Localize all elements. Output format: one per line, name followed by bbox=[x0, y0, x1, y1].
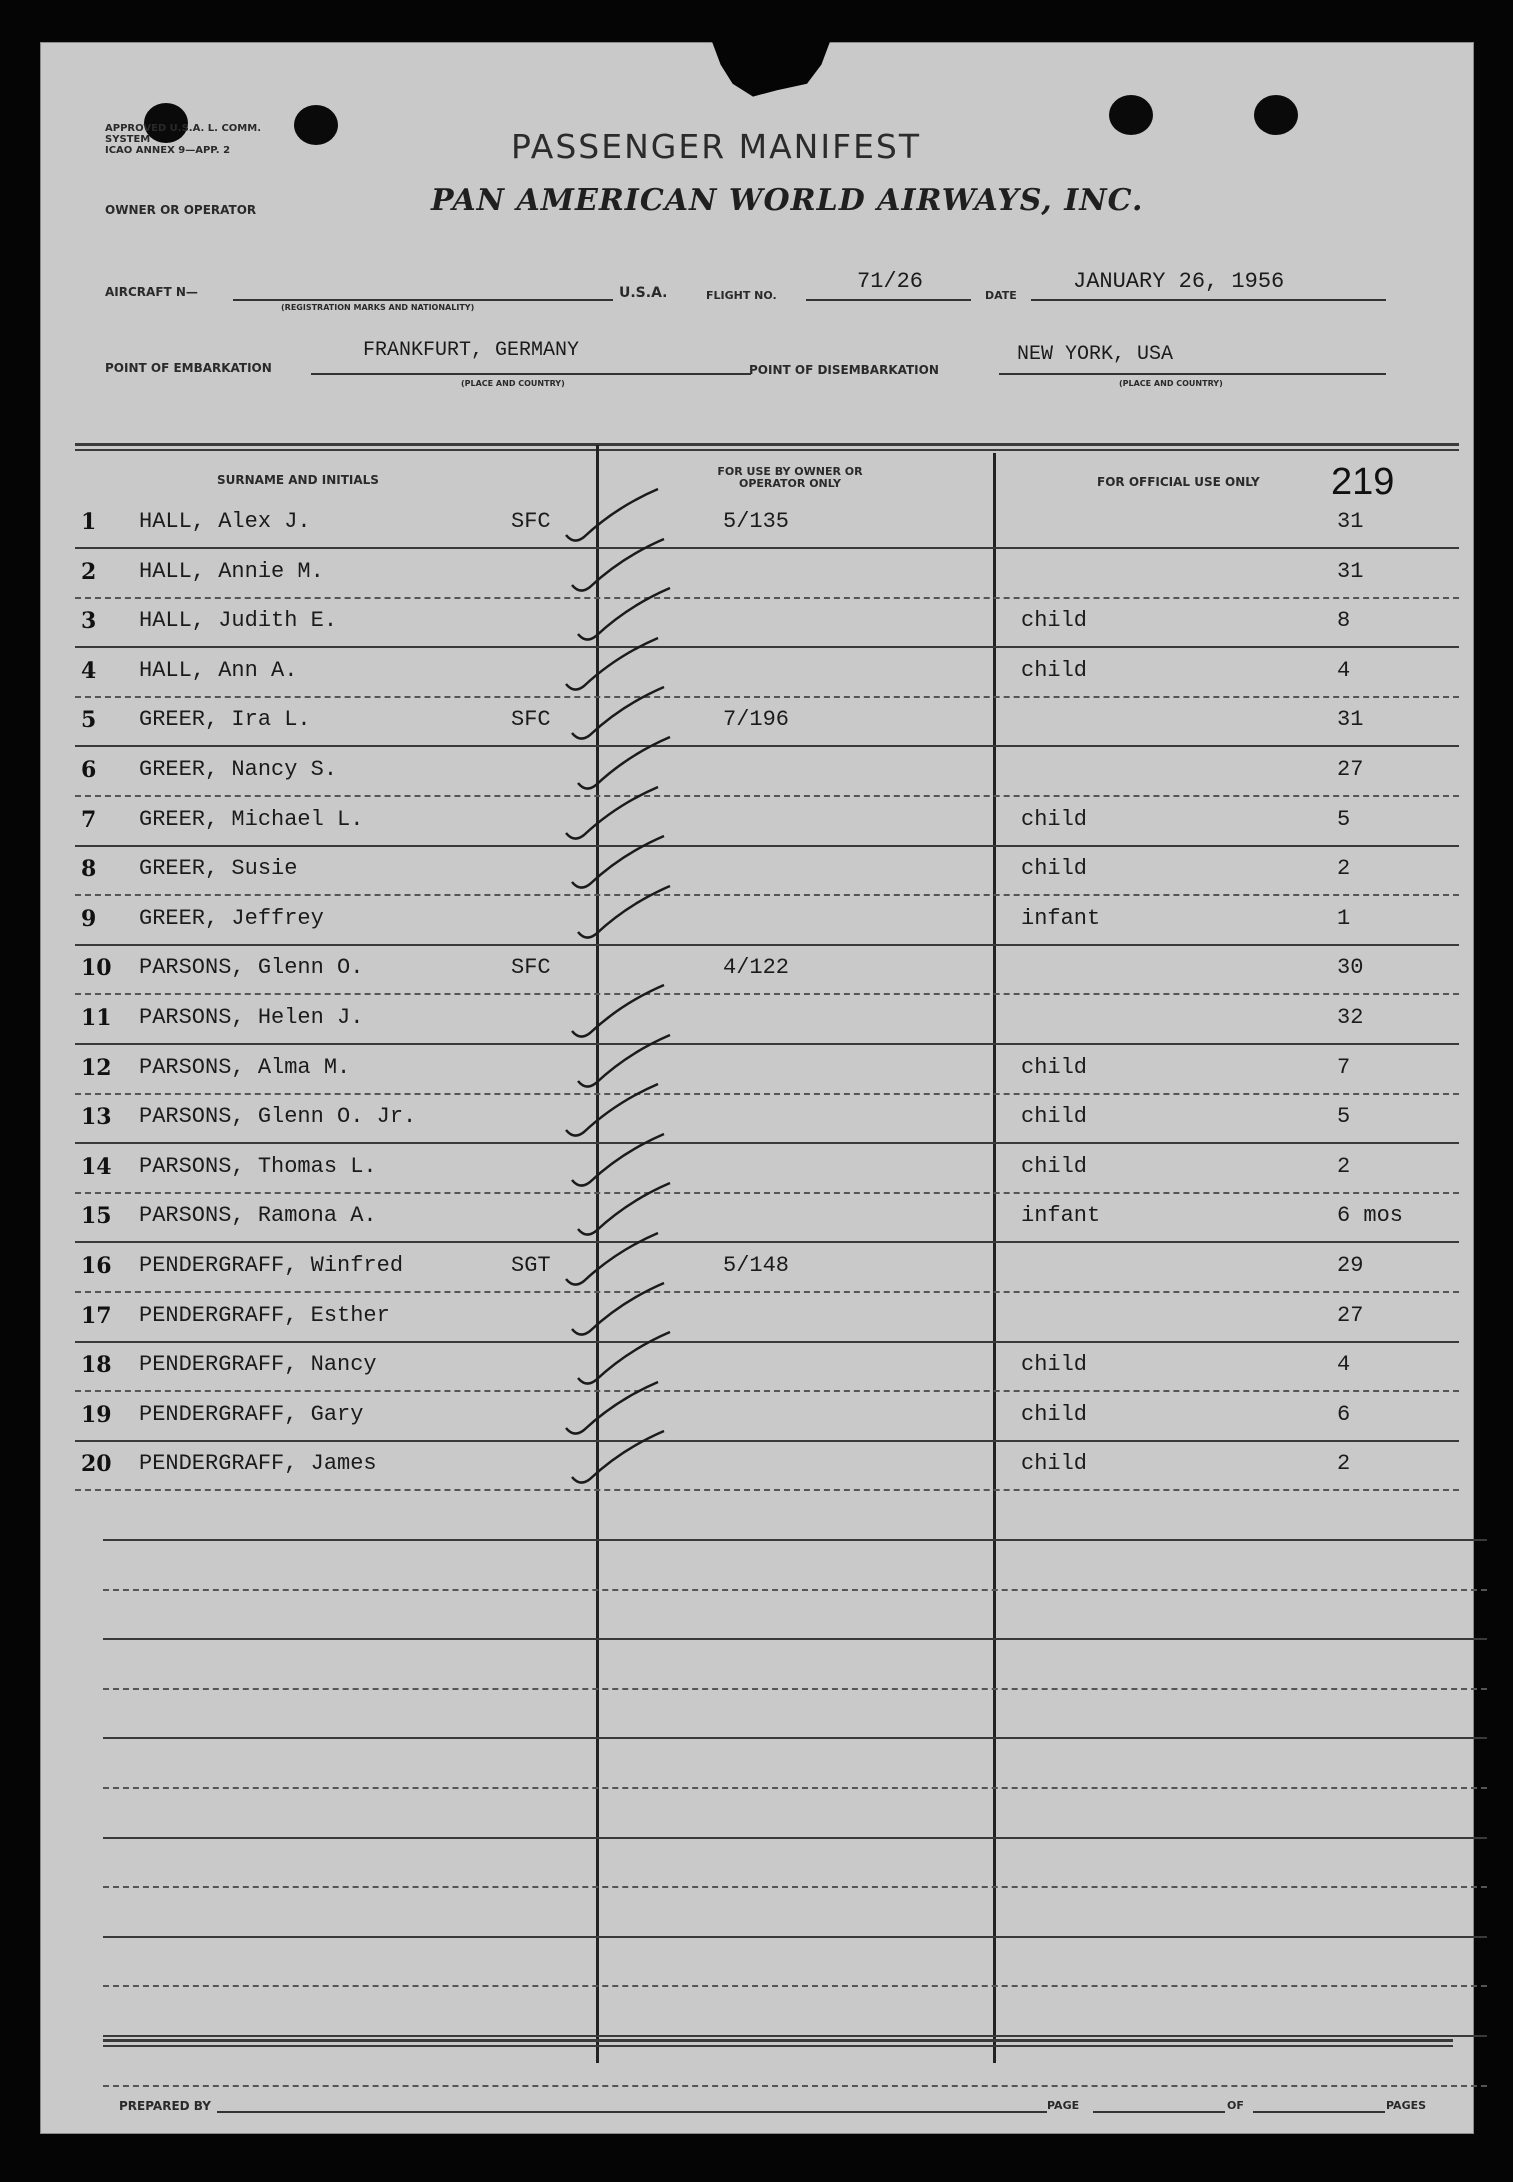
flight-date: JANUARY 26, 1956 bbox=[1073, 269, 1285, 294]
table-bottom-rule bbox=[103, 2045, 1453, 2047]
row-n: 17 bbox=[81, 1302, 112, 1329]
page-label: PAGE bbox=[1047, 2099, 1080, 2112]
row-rule bbox=[75, 1440, 1459, 1442]
row-name: PARSONS, Alma M. bbox=[139, 1054, 351, 1080]
disembark-label: POINT OF DISEMBARKATION bbox=[749, 363, 939, 377]
table-top-rule bbox=[75, 449, 1459, 451]
usa-label: U.S.A. bbox=[619, 285, 668, 301]
col-official: FOR OFFICIAL USE ONLY bbox=[1097, 475, 1260, 489]
row-name: PARSONS, Glenn O. Jr. bbox=[139, 1104, 417, 1130]
row-n: 9 bbox=[81, 905, 97, 932]
row-ref: 4/122 bbox=[723, 955, 790, 981]
row-n: 18 bbox=[81, 1352, 112, 1379]
row-n: 20 bbox=[81, 1451, 112, 1478]
row-n: 3 bbox=[81, 608, 97, 635]
row-name: PARSONS, Helen J. bbox=[139, 1005, 364, 1030]
row-rank: SFC bbox=[511, 707, 551, 733]
row-n: 14 bbox=[81, 1153, 112, 1180]
page-line bbox=[1093, 2111, 1225, 2113]
row-name: GREER, Michael L. bbox=[139, 806, 364, 832]
row-rule bbox=[75, 745, 1459, 747]
row-age: 31 bbox=[1337, 707, 1364, 733]
embark-value: FRANKFURT, GERMANY bbox=[363, 339, 580, 362]
row-rule bbox=[75, 993, 1459, 995]
row-n: 11 bbox=[81, 1005, 112, 1031]
row-name: HALL, Judith E. bbox=[139, 608, 338, 634]
date-label: DATE bbox=[985, 289, 1017, 302]
row-age: 5 bbox=[1337, 1104, 1351, 1130]
prepared-line bbox=[217, 2111, 1047, 2113]
of-line bbox=[1253, 2111, 1385, 2113]
place-note: (PLACE AND COUNTRY) bbox=[461, 379, 565, 388]
row-ref: 5/148 bbox=[723, 1253, 790, 1278]
row-rule bbox=[75, 894, 1459, 896]
operator-label: OWNER OR OPERATOR bbox=[105, 203, 257, 217]
row-name: GREER, Susie bbox=[139, 856, 298, 882]
flight-number: 71/26 bbox=[857, 269, 924, 294]
row-n: 2 bbox=[81, 558, 97, 585]
row-rank: SGT bbox=[511, 1253, 551, 1278]
row-name: HALL, Ann A. bbox=[139, 657, 298, 683]
row-rule bbox=[75, 1489, 1459, 1491]
manifest-sheet bbox=[40, 42, 1474, 2134]
registration-note: (REGISTRATION MARKS AND NATIONALITY) bbox=[281, 303, 475, 312]
row-name: PENDERGRAFF, Winfred bbox=[139, 1253, 404, 1278]
row-age: 6 bbox=[1337, 1401, 1351, 1427]
operator-name: PAN AMERICAN WORLD AIRWAYS, INC. bbox=[431, 183, 1144, 218]
row-rule bbox=[75, 1192, 1459, 1194]
row-age: 31 bbox=[1337, 558, 1364, 584]
paper-tear bbox=[711, 39, 831, 103]
place-note: (PLACE AND COUNTRY) bbox=[1119, 379, 1223, 388]
manifest-number: 219 bbox=[1331, 461, 1395, 503]
row-note: child bbox=[1021, 806, 1088, 832]
aircraft-label: AIRCRAFT N— bbox=[105, 285, 198, 299]
row-note: child bbox=[1021, 657, 1088, 683]
row-age: 27 bbox=[1337, 757, 1364, 782]
col-surname: SURNAME AND INITIALS bbox=[217, 473, 379, 487]
row-note: child bbox=[1021, 856, 1088, 882]
of-label: OF bbox=[1227, 2099, 1244, 2112]
row-age: 7 bbox=[1337, 1054, 1351, 1080]
row-note: child bbox=[1021, 1104, 1088, 1130]
row-rule bbox=[75, 1291, 1459, 1293]
row-name: GREER, Ira L. bbox=[139, 707, 311, 733]
checkmark-icon bbox=[552, 1429, 682, 1489]
row-n: 8 bbox=[81, 856, 97, 883]
row-name: PENDERGRAFF, Gary bbox=[139, 1401, 364, 1427]
col-owner: FOR USE BY OWNER OR OPERATOR ONLY bbox=[717, 465, 863, 490]
row-note: child bbox=[1021, 608, 1088, 634]
row-name: HALL, Annie M. bbox=[139, 558, 324, 584]
disembark-value: NEW YORK, USA bbox=[1017, 343, 1174, 366]
row-n: 1 bbox=[81, 509, 97, 535]
row-name: GREER, Jeffrey bbox=[139, 905, 324, 931]
page-title: PASSENGER MANIFEST bbox=[511, 127, 922, 166]
row-note: child bbox=[1021, 1451, 1088, 1477]
punch-hole bbox=[1254, 95, 1298, 135]
row-age: 5 bbox=[1337, 806, 1351, 832]
row-age: 30 bbox=[1337, 955, 1364, 981]
row-name: GREER, Nancy S. bbox=[139, 757, 338, 782]
row-age: 8 bbox=[1337, 608, 1351, 634]
row-rule bbox=[103, 1688, 1487, 1690]
row-rule bbox=[75, 944, 1459, 946]
table-bottom-rule bbox=[103, 2039, 1453, 2042]
row-age: 1 bbox=[1337, 905, 1351, 931]
row-rule bbox=[103, 1787, 1487, 1789]
row-rule bbox=[75, 1142, 1459, 1144]
aircraft-line bbox=[233, 299, 613, 301]
row-name: HALL, Alex J. bbox=[139, 509, 311, 534]
flight-label: FLIGHT NO. bbox=[706, 289, 777, 302]
row-ref: 7/196 bbox=[723, 707, 790, 733]
row-rule bbox=[75, 1043, 1459, 1045]
row-rule bbox=[75, 646, 1459, 648]
embark-label: POINT OF EMBARKATION bbox=[105, 361, 272, 375]
row-note: child bbox=[1021, 1153, 1088, 1179]
row-rule bbox=[75, 795, 1459, 797]
row-rule bbox=[75, 845, 1459, 847]
row-note: child bbox=[1021, 1054, 1088, 1080]
row-n: 4 bbox=[81, 657, 97, 684]
row-note: infant bbox=[1021, 1203, 1101, 1229]
row-age: 29 bbox=[1337, 1253, 1364, 1278]
row-name: PENDERGRAFF, James bbox=[139, 1451, 377, 1477]
row-rule bbox=[103, 1936, 1487, 1938]
table-top-rule bbox=[75, 443, 1459, 446]
row-age: 2 bbox=[1337, 856, 1351, 882]
row-rank: SFC bbox=[511, 509, 551, 534]
prepared-label: PREPARED BY bbox=[119, 2099, 211, 2113]
row-n: 15 bbox=[81, 1203, 112, 1230]
row-rule bbox=[75, 696, 1459, 698]
row-rule bbox=[103, 2085, 1487, 2087]
row-rule bbox=[103, 1638, 1487, 1640]
disembark-line bbox=[999, 373, 1386, 375]
row-age: 4 bbox=[1337, 657, 1351, 683]
row-n: 16 bbox=[81, 1253, 112, 1279]
row-rule bbox=[75, 1093, 1459, 1095]
embark-line bbox=[311, 373, 751, 375]
row-age: 31 bbox=[1337, 509, 1364, 534]
row-rule bbox=[103, 1886, 1487, 1888]
form-code-line: SYSTEM bbox=[105, 134, 151, 145]
form-code bbox=[105, 123, 261, 156]
row-n: 12 bbox=[81, 1054, 112, 1081]
row-n: 10 bbox=[81, 955, 112, 982]
row-rule bbox=[103, 1589, 1487, 1591]
row-age: 32 bbox=[1337, 1005, 1364, 1030]
row-name: PENDERGRAFF, Nancy bbox=[139, 1352, 377, 1378]
row-rule bbox=[103, 2035, 1487, 2037]
row-age: 27 bbox=[1337, 1302, 1364, 1328]
pages-label: PAGES bbox=[1386, 2099, 1427, 2112]
row-rule bbox=[75, 547, 1459, 549]
row-n: 19 bbox=[81, 1401, 112, 1428]
row-n: 5 bbox=[81, 707, 97, 734]
row-ref: 5/135 bbox=[723, 509, 790, 534]
checkmark-icon bbox=[558, 884, 688, 944]
row-age: 2 bbox=[1337, 1451, 1351, 1477]
row-name: PENDERGRAFF, Esther bbox=[139, 1302, 390, 1328]
row-name: PARSONS, Glenn O. bbox=[139, 955, 364, 981]
row-rule bbox=[103, 1985, 1487, 1987]
row-age: 6 mos bbox=[1337, 1203, 1404, 1229]
row-note: infant bbox=[1021, 905, 1101, 931]
row-rule bbox=[103, 1539, 1487, 1541]
row-rule bbox=[75, 1390, 1459, 1392]
row-rule bbox=[75, 597, 1459, 599]
row-rule bbox=[75, 1241, 1459, 1243]
form-code-line: ICAO ANNEX 9—APP. 2 bbox=[105, 145, 231, 156]
row-name: PARSONS, Thomas L. bbox=[139, 1153, 377, 1179]
row-rank: SFC bbox=[511, 955, 551, 981]
row-age: 4 bbox=[1337, 1352, 1351, 1378]
date-line bbox=[1031, 299, 1386, 301]
punch-hole bbox=[1109, 95, 1153, 135]
row-rule bbox=[75, 1341, 1459, 1343]
row-n: 6 bbox=[81, 757, 97, 783]
row-rule bbox=[103, 1837, 1487, 1839]
row-note: child bbox=[1021, 1401, 1088, 1427]
row-n: 13 bbox=[81, 1104, 112, 1131]
row-n: 7 bbox=[81, 806, 97, 833]
form-code-line: APPROVED U.S.A. L. COMM. bbox=[105, 123, 262, 134]
row-name: PARSONS, Ramona A. bbox=[139, 1203, 377, 1229]
row-rule bbox=[103, 1737, 1487, 1739]
flight-line bbox=[806, 299, 971, 301]
column-divider bbox=[993, 453, 996, 2063]
row-note: child bbox=[1021, 1352, 1088, 1378]
punch-hole bbox=[294, 105, 338, 145]
row-age: 2 bbox=[1337, 1153, 1351, 1179]
